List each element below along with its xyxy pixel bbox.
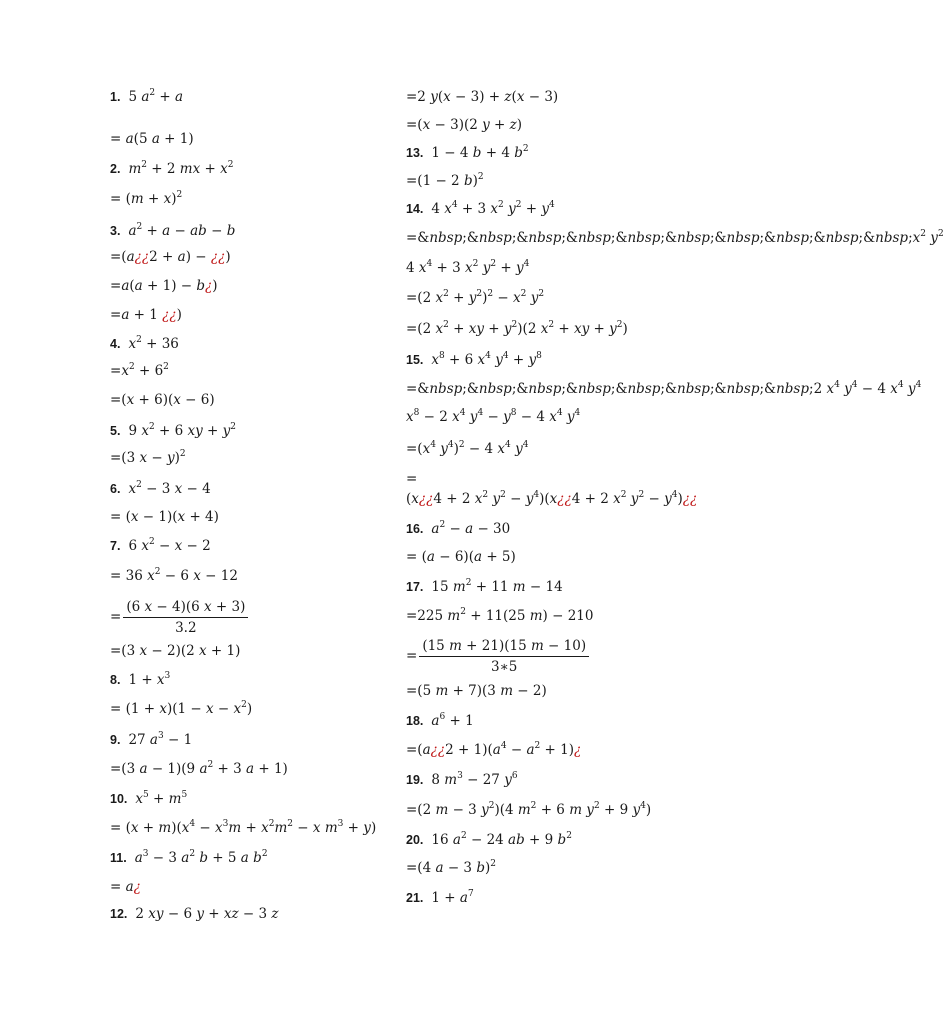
solution-line	[406, 682, 547, 700]
math-expression: =(x − 3)(2 y + z)	[406, 117, 523, 133]
math-expression: 4 $x^4 + 3$ $x^2$ $y^2 + y^4$	[431, 200, 555, 217]
solution-line	[110, 819, 376, 837]
exercise-10	[110, 790, 187, 808]
solution-line	[110, 277, 218, 295]
solution-line	[406, 229, 944, 247]
solution-line: = $\frac{(6 x - 4)(6 x + 3)}{3.2}$	[110, 598, 248, 637]
math-expression: =(4 a − 3 b)$^2$	[406, 859, 496, 876]
solution-line	[406, 116, 522, 134]
math-expression: $x^5 + m^5$	[135, 790, 188, 807]
problem-number: 9.	[110, 733, 121, 747]
math-expression: $a^2 - a - 30$	[431, 520, 511, 537]
solution-line	[110, 878, 141, 896]
exercise-3	[110, 222, 235, 240]
problem-number: 19.	[406, 773, 424, 787]
exercise-20	[406, 831, 572, 849]
math-expression: 27 $a^3 - 1$	[128, 731, 193, 748]
problem-number: 17.	[406, 580, 424, 594]
math-expression: =(a¿¿2 + $1)(a^4 - a^2$ + 1)¿	[406, 741, 582, 758]
solution-line	[406, 172, 484, 190]
math-expression: =(x + 6)(x − 6)	[110, 392, 215, 408]
math-expression: =(2 $x^2 + y^2)^2 - x^2$ $y^2$	[406, 289, 545, 306]
math-expression: = 36 $x^2 - 6$ x − 12	[110, 567, 238, 584]
solution-line	[406, 859, 496, 877]
problem-number: 3.	[110, 224, 121, 238]
solution-line	[406, 470, 417, 488]
math-expression: $a^3 - 3$ $a^2$ b + 5 a $b^2$	[134, 849, 268, 866]
exercise-1	[110, 88, 183, 106]
math-expression: = $(1 + x)(1 - x - x^2)$	[110, 700, 253, 717]
solution-line	[110, 130, 194, 148]
math-expression: =(2 $x^2$ + xy + $y^2)(2$ $x^2$ + xy + $y^2$)	[406, 320, 628, 337]
math-expression: = $(m + x)^2$	[110, 190, 183, 207]
math-expression: = a(5 a + 1)	[110, 131, 194, 147]
math-expression: $=\&nbsp;\&nbsp;\&nbsp;\&nbsp;\&nbsp;\&nbsp;\&nbsp;\&nbsp;\&nbsp;\&nbsp;x^2$ $y^2$	[406, 229, 944, 246]
problem-number: 15.	[406, 353, 424, 367]
solution-line	[406, 490, 697, 508]
problem-number: 5.	[110, 424, 121, 438]
problem-number: 10.	[110, 792, 128, 806]
solution-line	[110, 391, 215, 409]
solution-line	[406, 88, 558, 106]
math-expression: $=(x^4$ $y^4)^2 - 4$ $x^4$ $y^4$	[406, 440, 529, 457]
exercise-18	[406, 712, 474, 730]
exercise-11	[110, 849, 268, 867]
math-expression: 4 $x^4 + 3$ $x^2$ $y^2 + y^4$	[406, 259, 530, 276]
math-expression: 9 $x^2 + 6$ xy + $y^2$	[128, 422, 237, 439]
solution-line	[406, 607, 593, 625]
solution-line	[406, 801, 651, 819]
fraction: $\frac{(15 m + 21)(15 m - 10)}{3∗5}$	[419, 637, 589, 676]
problem-number: 21.	[406, 891, 424, 905]
math-expression: 5 $a^2 + a$	[128, 88, 184, 105]
solution-line	[110, 700, 252, 718]
math-expression: =&nbsp;&nbsp;&nbsp;&nbsp;&nbsp;&nbsp;&nbsp;&nbsp;2 $x^4$ $y^4 - 4$ $x^4$ $y^4$	[406, 380, 922, 397]
math-expression: =(5 m + 7)(3 m − 2)	[406, 683, 547, 699]
math-expression: $x^8 + 6$ $x^4$ $y^4 + y^8$	[431, 351, 542, 368]
math-expression: 2 xy − 6 y + xz − 3 z	[135, 906, 279, 922]
solution-line	[110, 567, 238, 585]
solution-line	[110, 760, 288, 778]
exercise-13	[406, 144, 529, 162]
math-expression: $x^2 + 36$	[128, 335, 179, 352]
math-expression: = (x − 1)(x + 4)	[110, 509, 219, 525]
problem-number: 6.	[110, 482, 121, 496]
exercise-16	[406, 520, 510, 538]
problem-number: 16.	[406, 522, 424, 536]
exercise-6	[110, 480, 211, 498]
problem-number: 4.	[110, 337, 121, 351]
problem-number: 12.	[110, 907, 128, 921]
exercise-4	[110, 335, 179, 353]
solution-line	[406, 380, 921, 398]
math-expression: = (a − 6)(a + 5)	[406, 549, 516, 565]
math-expression: $1 + a^7$	[431, 889, 474, 906]
exercise-7	[110, 537, 211, 555]
math-expression: 15 $m^2 + 11$ m − 14	[431, 578, 563, 595]
solution-line	[110, 306, 182, 324]
math-expression: =(3 a − 1)(9 $a^2 + 3$ a + 1)	[110, 760, 288, 777]
exercise-8	[110, 671, 170, 689]
math-expression: $a^2 + a$ − ab − b	[128, 222, 236, 239]
exercise-5	[110, 422, 236, 440]
math-expression: =(2 m − 3 $y^2)(4$ $m^2 + 6$ m $y^2 + 9$ $y^4$)	[406, 801, 652, 818]
solution-line	[406, 548, 516, 566]
math-expression: =	[406, 471, 418, 487]
math-expression: $a^6 + 1$	[431, 712, 474, 729]
math-expression: 8 $m^3 - 27$ $y^6$	[431, 771, 518, 788]
math-expression: $=x^2 + 6^2$	[110, 362, 169, 379]
solution-line	[406, 289, 544, 307]
math-expression: $x^2 - 3$ x − 4	[128, 480, 211, 497]
math-expression: 1 − 4 b + 4 $b^2$	[431, 144, 529, 161]
solution-line	[110, 449, 186, 467]
math-expression: = a¿	[110, 879, 141, 895]
math-expression: (x¿¿4 + 2 $x^2$ $y^2$ − $y^4)(x¿¿4 + 2$ $x^2$ $y^2$ − $y^4)¿¿$	[406, 490, 698, 507]
math-expression: $x^8 - 2$ $x^4$ $y^4 - y^8 - 4$ $x^4$ $y^4$	[406, 408, 581, 425]
math-expression: $1 + x^3$	[128, 671, 171, 688]
math-expression: =a + 1 ¿¿)	[110, 307, 182, 323]
solution-line	[406, 259, 529, 277]
math-expression: =(3 x − 2)(2 x + 1)	[110, 643, 241, 659]
problem-number: 11.	[110, 851, 127, 865]
problem-number: 8.	[110, 673, 121, 687]
math-expression: 6 $x^2 - x - 2$	[128, 537, 211, 554]
exercise-17	[406, 578, 563, 596]
fraction: $\frac{(6 x - 4)(6 x + 3)}{3.2}$	[123, 598, 248, 637]
math-expression: =225 $m^2 + 11(25$ m) − 210	[406, 607, 594, 624]
math-expression: =2 y(x − 3) + z(x − 3)	[406, 89, 559, 105]
solution-line	[110, 362, 169, 380]
exercise-21	[406, 889, 474, 907]
exercise-2	[110, 160, 233, 178]
math-expression: =(1 − 2 b)$^2$	[406, 172, 484, 189]
math-expression: =(3 x − y)$^2$	[110, 449, 186, 466]
solution-line	[406, 440, 528, 458]
problem-number: 2.	[110, 162, 121, 176]
problem-number: 7.	[110, 539, 121, 553]
problem-number: 14.	[406, 202, 424, 216]
exercise-12	[110, 905, 279, 923]
solution-line	[110, 190, 182, 208]
problem-number: 20.	[406, 833, 424, 847]
solution-line	[110, 508, 219, 526]
solution-line: = $\frac{(15 m + 21)(15 m - 10)}{3∗5}$	[406, 637, 589, 676]
exercise-9	[110, 731, 192, 749]
problem-number: 18.	[406, 714, 424, 728]
solution-line	[406, 320, 628, 338]
solution-line	[110, 248, 231, 266]
exercise-19	[406, 771, 518, 789]
math-expression: = $(x + m)(x^4 - x^3m + x^2m^2 - x$ $m^3 + y$)	[110, 819, 377, 836]
problem-number: 1.	[110, 90, 121, 104]
math-expression: $m^2 + 2$ mx + $x^2$	[128, 160, 234, 177]
exercise-14	[406, 200, 555, 218]
problem-number: 13.	[406, 146, 424, 160]
solution-line	[406, 741, 581, 759]
math-expression: =a(a + 1) − b¿)	[110, 278, 218, 294]
exercise-15	[406, 351, 542, 369]
solution-line	[110, 642, 240, 660]
math-expression: =(a¿¿2 + a) − ¿¿)	[110, 249, 231, 265]
solution-line	[406, 408, 580, 426]
math-expression: 16 $a^2 - 24$ ab + 9 $b^2$	[431, 831, 572, 848]
